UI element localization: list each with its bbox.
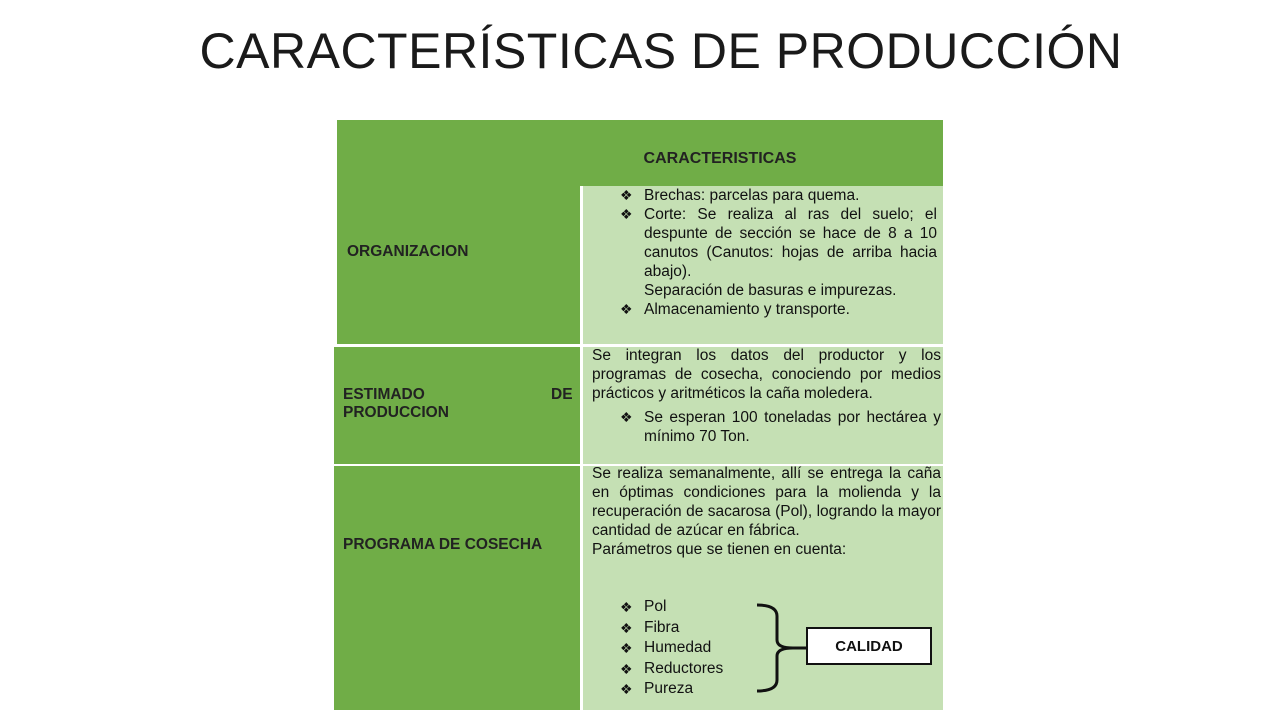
row-organizacion-label-cell <box>337 186 580 344</box>
diamond-bullet-icon: ❖ <box>620 640 633 656</box>
row-programa-label: PROGRAMA DE COSECHA <box>343 536 543 553</box>
list-item-text: Corte: Se realiza al ras del suelo; el despunte de sección se hace de 8 a 10 canutos (Canutos: hojas de arriba hacia abajo). <box>644 206 937 280</box>
diamond-bullet-icon: ❖ <box>620 619 633 636</box>
diamond-bullet-icon: ❖ <box>620 301 633 317</box>
slide-title: CARACTERÍSTICAS DE PRODUCCIÓN <box>199 23 1123 79</box>
diamond-bullet-icon: ❖ <box>620 187 633 203</box>
list-item <box>592 205 937 281</box>
calidad-box: CALIDAD <box>806 627 932 665</box>
row-programa-label-cell <box>334 466 580 710</box>
table-header-label: CARACTERISTICAS <box>643 150 797 167</box>
row-estimado-label-line2: PRODUCCION <box>343 404 449 421</box>
list-item <box>592 408 941 446</box>
list-item-text: Fibra <box>644 618 680 636</box>
list-item-text: Almacenamiento y transporte. <box>644 301 850 318</box>
parametros-text: Parámetros que se tienen en cuenta: <box>592 541 847 558</box>
diamond-bullet-icon: ❖ <box>620 660 633 677</box>
list-item-text: Humedad <box>644 639 712 656</box>
list-item <box>592 300 937 319</box>
diamond-bullet-icon: ❖ <box>620 409 633 425</box>
programa-text: Se realiza semanalmente, allí se entrega la caña en óptimas condiciones para la molienda y la recuperación de sacarosa (Pol), logrando la mayor cantidad de azúcar en fábrica. <box>592 465 941 539</box>
list-item-text: Reductores <box>644 659 724 677</box>
list-item-text: Pol <box>644 598 667 615</box>
separation-text: Separación de basuras e impurezas. <box>644 282 897 299</box>
diamond-bullet-icon: ❖ <box>620 599 633 615</box>
row-organizacion-label: ORGANIZACION <box>347 243 469 260</box>
diamond-bullet-icon: ❖ <box>620 206 633 222</box>
row-estimado-content <box>592 346 941 446</box>
row-programa-content <box>592 464 941 559</box>
row-estimado-label-line1: ESTIMADO <box>343 386 425 403</box>
list-item-text: Brechas: parcelas para quema. <box>644 187 860 204</box>
row-estimado-label-de: DE <box>551 386 573 403</box>
list-item-text: Se esperan 100 toneladas por hectárea y mínimo 70 Ton. <box>644 409 941 445</box>
diamond-bullet-icon: ❖ <box>620 681 633 697</box>
estimado-text: Se integran los datos del productor y los programas de cosecha, conociendo por medios prácticos y aritméticos la caña moledera. <box>592 347 941 402</box>
row-organizacion-content <box>592 186 937 319</box>
curly-brace-icon <box>755 602 807 694</box>
list-item <box>592 186 937 205</box>
list-item-text: Pureza <box>644 680 694 697</box>
